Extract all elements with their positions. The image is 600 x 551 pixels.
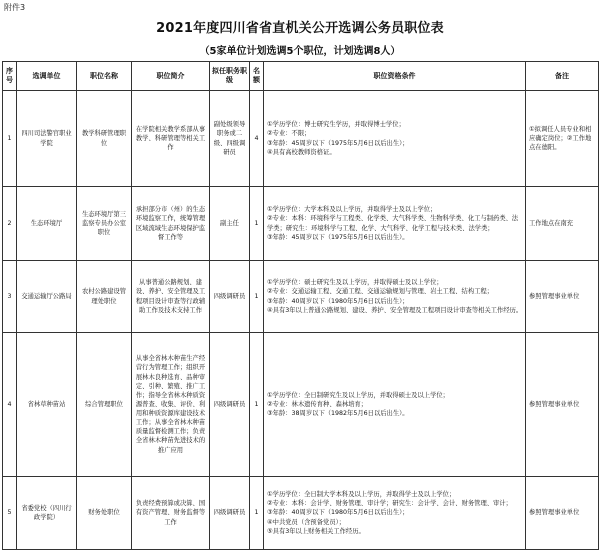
row-intro: 从事普通公路规划、建设、养护、安全管理及工程项目设计审查等行政辅助工作及技术支持工作 <box>132 261 210 333</box>
positions-table <box>2 61 599 550</box>
row-quota: 4 <box>250 91 264 187</box>
requirement-line: ①学历学位：博士研究生学历，并取得博士学位； <box>267 121 405 129</box>
row-requirements <box>264 477 526 550</box>
row-seq: 2 <box>3 187 17 261</box>
requirement-line: ③年龄：38周岁以下（1982年5月6日以后出生）。 <box>267 410 409 418</box>
row-intro: 在学院相关教学系部从事教学、科研管理等相关工作 <box>132 91 210 187</box>
document-title: 2021年度四川省省直机关公开选调公务员职位表 <box>156 21 444 36</box>
requirement-line: ②专业：不限； <box>267 130 311 138</box>
requirement-line: ①学历学位：硕士研究生及以上学历，并取得硕士及以上学位； <box>267 279 443 287</box>
header-requirements: 职位资格条件 <box>264 62 526 91</box>
requirement-line: ③年龄：40周岁以下（1980年5月6日以后出生）； <box>267 297 409 305</box>
row-unit: 四川司法警官职业学院 <box>17 91 77 187</box>
requirement-line: ①学历学位：全日制大学本科及以上学历，并取得学士及以上学位； <box>267 491 456 499</box>
row-unit: 省林草种苗站 <box>17 333 77 477</box>
document-subtitle: （5家单位计划选调5个职位，计划选调8人） <box>199 46 401 57</box>
requirement-line: ④中共党员（含预备党员）； <box>267 518 346 526</box>
row-seq: 3 <box>3 261 17 333</box>
table-row <box>3 187 599 261</box>
header-rank: 拟任职务职级 <box>210 62 250 91</box>
requirement-line: ③年龄：45周岁以下（1975年5月6日以后出生）。 <box>267 233 409 241</box>
requirement-line: ②专业：本科：会计学、财务管理、审计学；研究生：会计学、会计、财务管理、审计； <box>267 500 512 508</box>
row-notes: 工作地点在南充 <box>526 187 599 261</box>
row-requirements <box>264 261 526 333</box>
row-rank: 副处级领导职务或二级、四级调研员 <box>210 91 250 187</box>
row-position: 财务处职位 <box>77 477 132 550</box>
row-notes: 参照管理事业单位 <box>526 261 599 333</box>
row-quota: 1 <box>250 187 264 261</box>
header-intro: 职位简介 <box>132 62 210 91</box>
row-requirements <box>264 187 526 261</box>
header-unit: 选调单位 <box>17 62 77 91</box>
header-notes: 备注 <box>526 62 599 91</box>
header-seq: 序号 <box>3 62 17 91</box>
table-row <box>3 91 599 187</box>
row-intro: 负责经费预算或决算、国有资产管理、财务监督等工作 <box>132 477 210 550</box>
requirement-line: ④具有高校教师资格证。 <box>267 148 336 156</box>
row-requirements <box>264 91 526 187</box>
row-seq: 1 <box>3 91 17 187</box>
row-rank: 四级调研员 <box>210 333 250 477</box>
row-rank: 四级调研员 <box>210 261 250 333</box>
row-unit: 省委党校（四川行政学院） <box>17 477 77 550</box>
requirement-line: ⑤具有3年以上财务相关工作经历。 <box>267 527 365 535</box>
requirement-line: ③年龄：45周岁以下（1975年5月6日以后出生）； <box>267 139 409 147</box>
requirement-line: ③年龄：40周岁以下（1980年5月6日以后出生）； <box>267 509 409 517</box>
header-quota: 名额 <box>250 62 264 91</box>
requirement-line: ①学历学位：大学本科及以上学历，并取得学士及以上学位； <box>267 206 437 214</box>
row-quota: 1 <box>250 477 264 550</box>
row-position: 农村公路建设管理处职位 <box>77 261 132 333</box>
table-row <box>3 477 599 550</box>
requirement-line: ④具有3年以上普通公路规划、建设、养护、安全管理及工程项目设计审查等相关工作经历。 <box>267 306 523 314</box>
requirement-line: ①学历学位：全日制研究生及以上学历，并取得硕士及以上学位； <box>267 391 449 399</box>
row-seq: 5 <box>3 477 17 550</box>
requirement-line: 学类；研究生：环境科学与工程、化学、大气科学、化学工程与技术类、法学类； <box>267 224 494 232</box>
row-quota: 1 <box>250 333 264 477</box>
header-position: 职位名称 <box>77 62 132 91</box>
table-header-row <box>3 62 599 91</box>
table-row <box>3 333 599 477</box>
row-rank: 四级调研员 <box>210 477 250 550</box>
requirement-line: ②专业：林木遗传育种、森林培育； <box>267 400 368 408</box>
row-unit: 交通运输厅公路局 <box>17 261 77 333</box>
row-position: 教学科研管理职位 <box>77 91 132 187</box>
row-requirements <box>264 333 526 477</box>
table-row <box>3 261 599 333</box>
requirement-line: ②专业：交通运输工程、交通工程、交通运输规划与管理、岩土工程、结构工程； <box>267 288 494 296</box>
row-notes: 参照管理事业单位 <box>526 333 599 477</box>
row-notes: ①拟调任人员专业和相应确定岗位；②工作地点在德阳。 <box>526 91 599 187</box>
row-position: 综合管理职位 <box>77 333 132 477</box>
row-intro: 从事全省林木种苗生产经营行为管理工作；组织开展林木良种选育、品种审定、引种、繁殖、推广工作；指导全省林木种质资源普查、收集、评价、利用和种质资源库建设技术工作；从事全省林木种苗质量监督检测工作；负责全省林木种苗先进技术的推广应用 <box>132 333 210 477</box>
row-seq: 4 <box>3 333 17 477</box>
row-notes: 参照管理事业单位 <box>526 477 599 550</box>
row-position: 生态环境厅第三监察专员办公室职位 <box>77 187 132 261</box>
attachment-label: 附件3 <box>4 3 26 12</box>
row-rank: 副主任 <box>210 187 250 261</box>
row-intro: 承担部分市（州）的生态环境监察工作，统筹管理区域流域生态环境保护监督工作等 <box>132 187 210 261</box>
requirement-line: ②专业：本科：环境科学与工程类、化学类、大气科学类、生物科学类、化工与制药类、法 <box>267 215 519 223</box>
row-quota: 1 <box>250 261 264 333</box>
row-unit: 生态环境厅 <box>17 187 77 261</box>
